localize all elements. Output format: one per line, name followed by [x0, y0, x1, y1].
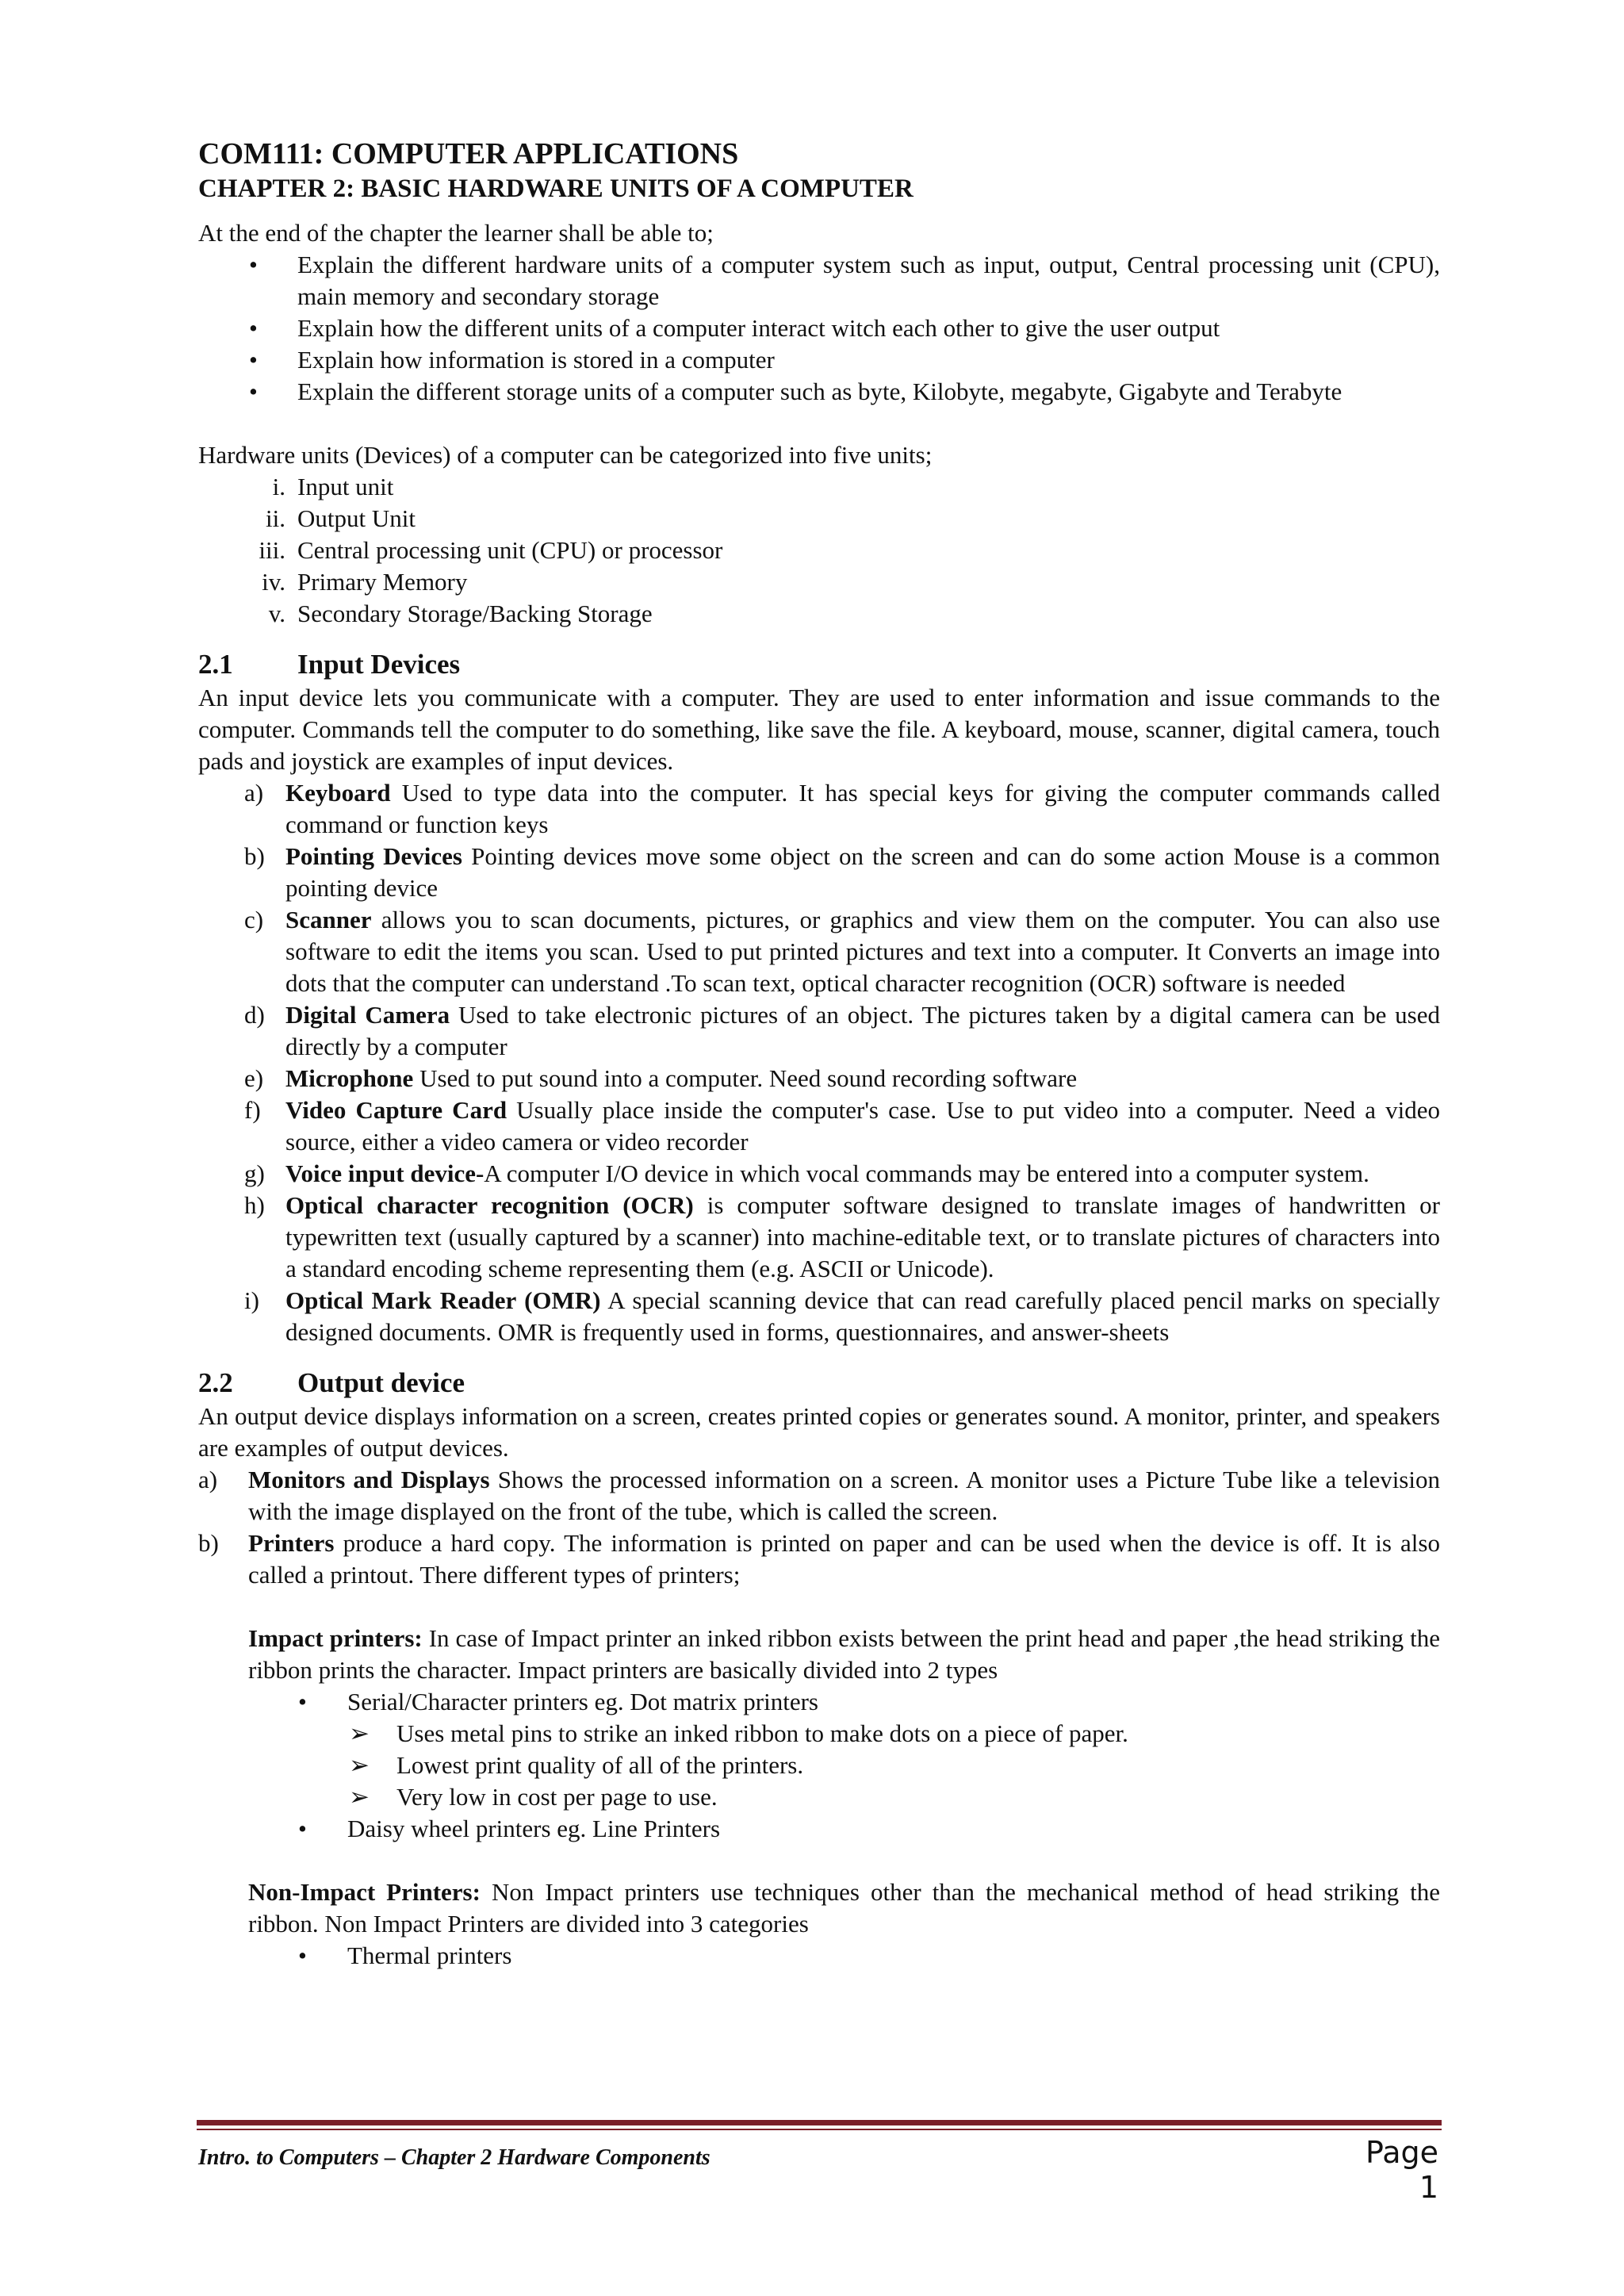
- list-item: • Explain how information is stored in a computer: [198, 344, 1440, 376]
- arrow-bullet-icon: ➢: [349, 1783, 370, 1811]
- chapter-title: CHAPTER 2: BASIC HARDWARE UNITS OF A COMPUTER: [198, 174, 914, 203]
- list-item: • Explain the different hardware units of a computer system such as input, output, Central processing unit (CPU), main memory and secondary storage: [249, 251, 1440, 310]
- list-item: a) Keyboard Used to type data into the computer. It has special keys for giving the computer commands called command or function keys: [244, 779, 1440, 838]
- document-title: COM111: COMPUTER APPLICATIONS: [198, 137, 739, 171]
- output-device-paragraph: An output device displays information on a screen, creates printed copies or generates sound. A monitor, printer, and speakers are examples of output devices.: [198, 1402, 1440, 1462]
- list-item: • Explain the different storage units of a computer such as byte, Kilobyte, megabyte, Gigabyte and Terabyte: [198, 376, 1440, 408]
- bullet-icon: •: [249, 314, 258, 342]
- input-devices-list: [198, 777, 1440, 1348]
- list-item: e) Microphone Used to put sound into a computer. Need sound recording software: [244, 1064, 1078, 1092]
- list-item: a) Monitors and Displays Shows the processed information on a screen. A monitor uses a Picture Tube like a television with the image displayed on the front of the tube, which is called the screen.: [198, 1466, 1440, 1525]
- units-intro: Hardware units (Devices) of a computer can be categorized into five units;: [198, 441, 933, 469]
- footer-divider-thin: [197, 2129, 1442, 2130]
- section-heading-input-devices: 2.1 Input Devices: [198, 649, 461, 680]
- bullet-icon: •: [298, 1815, 307, 1842]
- impact-printer-types-cont: [198, 1813, 1440, 1845]
- list-item: i) Optical Mark Reader (OMR) A special scanning device that can read carefully placed pencil marks on specially designed documents. OMR is frequently used in forms, questionnaires, and answer-sheets: [244, 1286, 1440, 1346]
- list-item: ➢ Uses metal pins to strike an inked ribbon to make dots on a piece of paper.: [198, 1718, 1440, 1750]
- objectives-list: [198, 249, 1440, 408]
- list-item: • Explain how the different units of a computer interact witch each other to give the user output: [198, 312, 1440, 344]
- list-item: h) Optical character recognition (OCR) is computer software designed to translate images of handwritten or typewritten text (usually captured by a scanner) into machine-editable text, or to translate pictures of characters into a standard encoding scheme representing them (e.g. ASCII or Unicode).: [244, 1191, 1440, 1282]
- impact-printers-paragraph: Impact printers: In case of Impact printer an inked ribbon exists between the print head and paper ,the head striking the ribbon prints the character. Impact printers are basically divided into 2 types: [248, 1624, 1440, 1684]
- arrow-bullet-icon: ➢: [349, 1751, 370, 1779]
- list-item: ➢ Very low in cost per page to use.: [198, 1781, 1440, 1813]
- list-item: ➢ Lowest print quality of all of the printers.: [198, 1750, 1440, 1781]
- objectives-intro: At the end of the chapter the learner shall be able to;: [198, 219, 714, 247]
- section-heading-output-device: 2.2 Output device: [198, 1367, 465, 1398]
- footer-divider: [197, 2120, 1442, 2125]
- impact-printer-types: [198, 1686, 1440, 1718]
- bullet-icon: •: [249, 378, 258, 405]
- list-item: iv. Primary Memory: [262, 568, 468, 596]
- footer-title: Intro. to Computers – Chapter 2 Hardware Components: [198, 2145, 710, 2170]
- bullet-icon: •: [298, 1688, 307, 1715]
- list-item: iii. Central processing unit (CPU) or processor: [259, 536, 723, 564]
- bullet-icon: •: [249, 346, 258, 374]
- list-item: d) Digital Camera Used to take electronic pictures of an object. The pictures taken by a digital camera can be used directly by a computer: [244, 1001, 1440, 1060]
- page-number: Page 1: [1365, 2135, 1438, 2205]
- list-item: b) Pointing Devices Pointing devices move some object on the screen and can do some action Mouse is a common pointing device: [244, 842, 1440, 902]
- document-page: [198, 136, 1440, 1972]
- list-item: v. Secondary Storage/Backing Storage: [268, 600, 653, 627]
- arrow-bullet-icon: ➢: [349, 1719, 370, 1747]
- non-impact-printers-paragraph: Non-Impact Printers: Non Impact printers use techniques other than the mechanical method of head striking the ribbon. Non Impact Printers are divided into 3 categories: [248, 1878, 1440, 1938]
- list-item: b) Printers produce a hard copy. The information is printed on paper and can be used when the device is off. It is also called a printout. There different types of printers;: [198, 1529, 1440, 1589]
- list-item: f) Video Capture Card Usually place inside the computer's case. Use to put video into a computer. Need a video source, either a video camera or video recorder: [244, 1096, 1441, 1156]
- non-impact-printer-types: [198, 1940, 1440, 1972]
- list-item: • Daisy wheel printers eg. Line Printers: [198, 1813, 1440, 1845]
- list-item: g) Voice input device-A computer I/O device in which vocal commands may be entered into a computer system.: [244, 1159, 1369, 1187]
- list-item: • Thermal printers: [198, 1940, 1440, 1972]
- units-list: [198, 471, 1440, 630]
- input-devices-paragraph: An input device lets you communicate with a computer. They are used to enter information and issue commands to the computer. Commands tell the computer to do something, like save the file. A keyboard, mouse, scanner, digital camera, touch pads and joystick are examples of input devices.: [198, 684, 1440, 775]
- list-item: • Serial/Character printers eg. Dot matrix printers: [198, 1686, 1440, 1718]
- bullet-icon: •: [249, 251, 258, 278]
- output-devices-list: [198, 1464, 1440, 1591]
- bullet-icon: •: [298, 1941, 307, 1969]
- list-item: c) Scanner allows you to scan documents, pictures, or graphics and view them on the computer. You can also use software to edit the items you scan. Used to put printed pictures and text into a computer. It Converts an image into dots that the computer can understand .To scan text, optical character recognition (OCR) software is needed: [244, 906, 1440, 997]
- dot-matrix-points: [198, 1718, 1440, 1813]
- list-item: i. Input unit: [272, 473, 394, 500]
- list-item: ii. Output Unit: [266, 504, 416, 532]
